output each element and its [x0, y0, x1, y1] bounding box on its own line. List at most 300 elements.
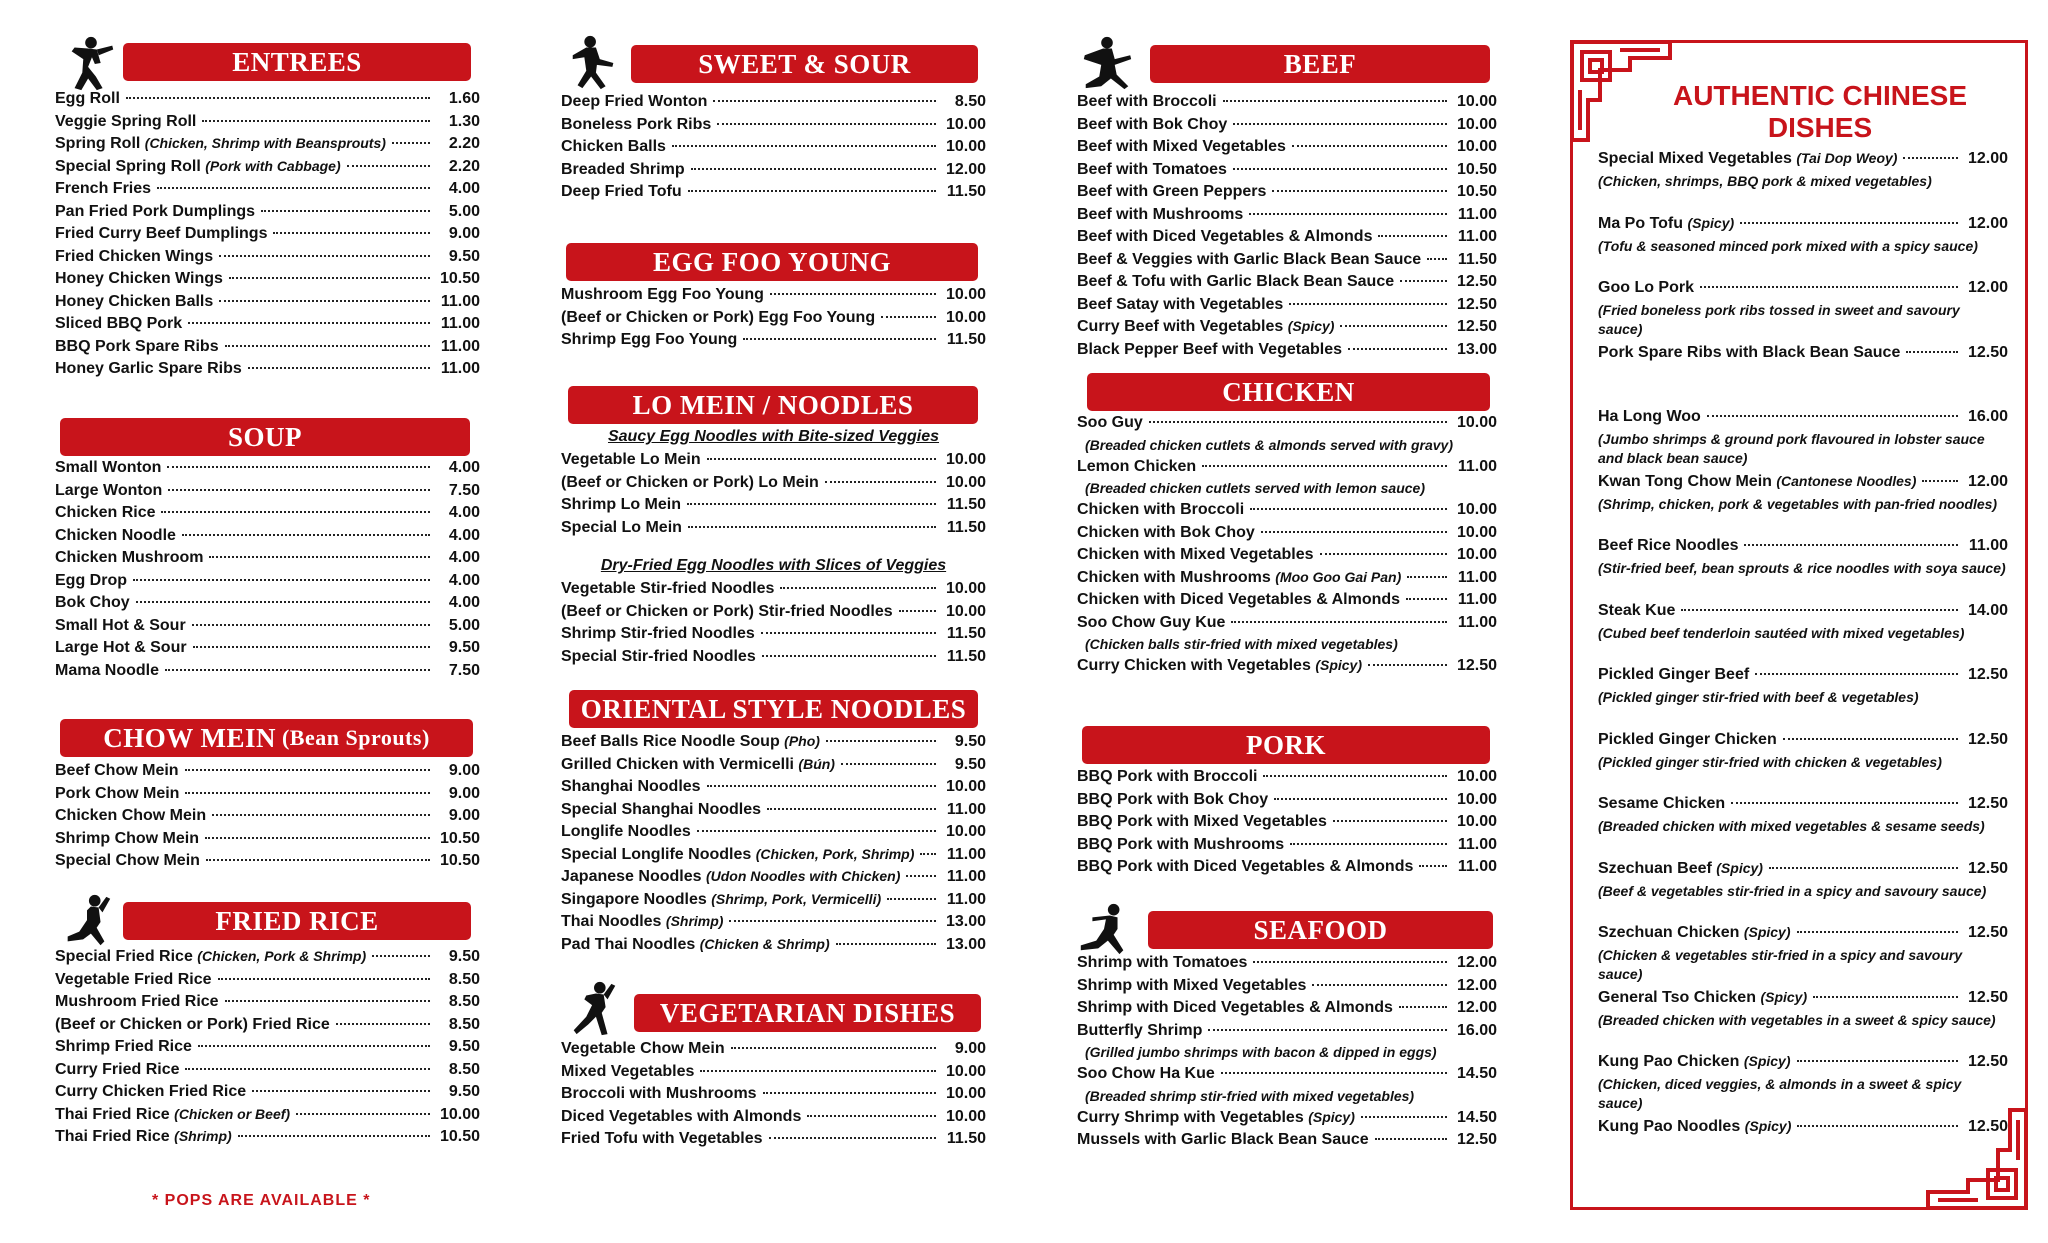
menu-item [1598, 924, 2008, 946]
menu-item [561, 733, 986, 756]
dot-leader [248, 367, 430, 369]
dot-leader [1263, 775, 1447, 777]
item-description: (Chicken & vegetables stir-fried in a spicy and savoury sauce) [1598, 947, 1963, 982]
authentic-item [1598, 150, 2008, 215]
item-price: 9.00 [448, 225, 480, 242]
menu-item [55, 315, 480, 338]
egg-foo-young-banner [566, 243, 978, 281]
authentic-list [1598, 150, 2008, 1182]
item-price: 11.50 [1457, 250, 1497, 268]
dot-leader [206, 859, 430, 861]
beef-title: BEEF [1283, 48, 1357, 79]
item-price: 4.00 [448, 459, 480, 476]
item-name: Special Chow Mein [55, 852, 200, 869]
item-price: 10.50 [439, 270, 480, 287]
item-price: 10.00 [945, 823, 986, 840]
dot-leader [347, 165, 430, 167]
menu-item [1077, 977, 1497, 1000]
chicken-list [1077, 414, 1497, 680]
item-note: (Spicy) [1744, 1117, 1792, 1134]
item-name: Chicken Noodle [55, 526, 176, 544]
chow-mein-title: CHOW MEIN [103, 722, 276, 753]
menu-item [561, 93, 986, 116]
item-price: 8.50 [954, 93, 986, 110]
menu-item [1077, 501, 1497, 524]
menu-item [55, 1038, 480, 1061]
item-note: (Spicy) [1743, 1053, 1791, 1069]
menu-item [1077, 569, 1497, 592]
dot-leader [212, 814, 430, 816]
menu-item [1077, 228, 1497, 251]
menu-item [1598, 150, 2008, 172]
dot-leader [136, 601, 430, 603]
dot-leader [807, 1115, 936, 1117]
item-name: Veggie Spring Roll [55, 112, 197, 130]
item-name: Chicken Balls [561, 138, 666, 155]
dot-leader [1400, 280, 1447, 282]
egg-foo-young-list [561, 286, 986, 354]
menu-item [561, 309, 986, 332]
dot-leader [717, 123, 936, 125]
menu-item [1598, 537, 2008, 559]
item-price: 11.00 [1457, 858, 1497, 875]
item-name: Special Mixed Vegetables (Tai Dop Weoy) [1598, 150, 1898, 167]
item-name: Pork Spare Ribs with Black Bean Sauce [1598, 343, 1901, 361]
item-price: 7.50 [448, 661, 480, 679]
item-price: 13.00 [1456, 340, 1497, 358]
item-price: 12.50 [1456, 295, 1497, 313]
menu-item [561, 1040, 986, 1063]
dot-leader [707, 785, 936, 787]
item-name: Honey Chicken Balls [55, 292, 214, 310]
item-name: Chicken with Diced Vegetables & Almonds [1077, 591, 1401, 608]
item-name: Beef & Tofu with Garlic Black Bean Sauce [1077, 273, 1395, 290]
item-price: 11.50 [946, 331, 986, 348]
menu-item [1598, 731, 2008, 753]
item-name: General Tso Chicken (Spicy) [1598, 988, 1808, 1006]
menu-item [561, 451, 986, 474]
item-note: (Chicken, Pork, Shrimp) [755, 845, 915, 862]
item-price: 11.00 [1457, 457, 1497, 475]
item-note: (Bún) [798, 755, 835, 772]
menu-item [55, 948, 480, 971]
item-name: BBQ Pork with Bok Choy [1077, 790, 1269, 808]
item-price: 9.00 [448, 762, 480, 779]
item-name: Soo Guy [1077, 414, 1143, 431]
menu-item [561, 801, 986, 824]
menu-item [1598, 473, 2008, 495]
item-price: 11.50 [946, 1130, 986, 1147]
dot-leader [1375, 1138, 1447, 1140]
item-description: (Breaded chicken cutlets & almonds served with gravy) [1085, 436, 1454, 453]
item-price: 11.00 [1457, 228, 1497, 245]
dot-leader [1700, 286, 1958, 288]
item-name: Japanese Noodles (Udon Noodles with Chicken) [561, 868, 901, 885]
menu-item [561, 496, 986, 519]
item-note: (Spicy) [1308, 1108, 1355, 1125]
egg-foo-young-title: EGG FOO YOUNG [652, 246, 891, 277]
dot-leader [1249, 213, 1447, 215]
item-note: (Chicken, Shrimp with Beansprouts) [144, 135, 386, 151]
authentic-item [1598, 1118, 2008, 1183]
dot-leader [770, 293, 936, 295]
menu-item [55, 1083, 480, 1106]
item-name: Vegetable Lo Mein [561, 451, 701, 468]
item-name: Black Pepper Beef with Vegetables [1077, 340, 1342, 358]
dot-leader [1427, 258, 1447, 260]
item-price: 13.00 [945, 935, 986, 953]
menu-item [55, 1061, 480, 1084]
item-price: 9.00 [954, 1040, 986, 1057]
dot-leader [780, 587, 936, 589]
item-price: 12.50 [1967, 1117, 2008, 1135]
item-name: Honey Garlic Spare Ribs [55, 360, 242, 377]
item-price: 10.00 [945, 602, 986, 620]
item-name: Kung Pao Chicken (Spicy) [1598, 1053, 1791, 1070]
dot-leader [165, 669, 430, 671]
item-name: Small Hot & Sour [55, 616, 186, 634]
item-name: Sesame Chicken [1598, 795, 1726, 812]
menu-item [1077, 341, 1497, 364]
dot-leader [1755, 673, 1958, 675]
item-price: 5.00 [448, 202, 480, 220]
item-name: Steak Kue [1598, 601, 1676, 619]
menu-item [55, 807, 480, 830]
item-name: Chicken Chow Mein [55, 807, 207, 824]
dot-leader [729, 920, 936, 922]
menu-item [561, 519, 986, 542]
menu-item [1077, 1065, 1497, 1088]
item-name: Bok Choy [55, 594, 130, 611]
item-price: 16.00 [1456, 1021, 1497, 1039]
item-price: 14.00 [1967, 601, 2008, 619]
dot-leader [906, 875, 936, 877]
seafood-banner [1148, 911, 1493, 949]
item-description: (Fried boneless pork ribs tossed in sweet and savoury sauce) [1598, 302, 1960, 337]
menu-item [1598, 602, 2008, 624]
menu-item [1077, 999, 1497, 1022]
dot-leader [1312, 984, 1447, 986]
menu-item [561, 1108, 986, 1131]
dot-leader [1202, 465, 1447, 467]
dot-leader [168, 489, 430, 491]
item-name: Fried Tofu with Vegetables [561, 1130, 763, 1147]
item-name: Kwan Tong Chow Mein (Cantonese Noodles) [1598, 472, 1917, 490]
dot-leader [769, 1137, 936, 1139]
item-price: 10.00 [945, 1107, 986, 1125]
dot-leader [1406, 598, 1447, 600]
authentic-item [1598, 215, 2008, 280]
soup-list [55, 459, 480, 684]
menu-item [561, 603, 986, 626]
item-price: 11.00 [1457, 568, 1497, 586]
menu-item [1598, 344, 2008, 366]
fried-rice-banner [123, 902, 471, 940]
item-name: Special Lo Mein [561, 518, 682, 536]
dot-leader [1149, 421, 1447, 423]
dot-leader [1744, 544, 1958, 546]
menu-item [561, 1063, 986, 1086]
menu-item [1598, 408, 2008, 430]
menu-item [55, 549, 480, 572]
dot-leader [1368, 664, 1447, 666]
menu-item [561, 1085, 986, 1108]
dot-leader [336, 1023, 430, 1025]
dot-leader [1906, 351, 1958, 353]
menu-item [55, 785, 480, 808]
dot-leader [126, 97, 430, 99]
item-name: BBQ Pork with Diced Vegetables & Almonds [1077, 858, 1414, 875]
fried-rice-title: FRIED RICE [215, 905, 379, 936]
item-note: (Moo Goo Gai Pan) [1275, 568, 1402, 585]
item-name: Diced Vegetables with Almonds [561, 1107, 802, 1125]
item-price: 9.50 [448, 1083, 480, 1100]
item-description: (Shrimp, chicken, pork & vegetables with pan-fried noodles) [1598, 495, 1998, 512]
menu-item [1077, 116, 1497, 139]
item-price: 9.00 [448, 784, 480, 802]
dot-leader [1208, 1029, 1447, 1031]
item-name: Sliced BBQ Pork [55, 315, 183, 332]
item-name: Goo Lo Pork [1598, 279, 1694, 296]
menu-item [1077, 657, 1497, 680]
item-price: 12.50 [1967, 666, 2008, 683]
lo-mein-banner [568, 386, 978, 424]
item-price: 10.50 [1456, 160, 1497, 178]
item-price: 4.00 [448, 180, 480, 197]
menu-item [1598, 1118, 2008, 1140]
item-price: 11.00 [946, 890, 986, 908]
item-price: 13.00 [945, 913, 986, 930]
item-name: Breaded Shrimp [561, 160, 685, 178]
dot-leader [198, 1045, 430, 1047]
authentic-title: AUTHENTIC CHINESE DISHES [1672, 80, 1967, 143]
dot-leader [1813, 996, 1958, 998]
dot-leader [688, 526, 936, 528]
item-name: Thai Noodles (Shrimp) [561, 913, 724, 930]
authentic-item [1598, 989, 2008, 1054]
item-price: 11.00 [440, 360, 480, 377]
item-name: Mushroom Fried Rice [55, 993, 219, 1010]
item-note: (Spicy) [1760, 988, 1808, 1005]
item-price: 11.00 [1457, 835, 1497, 853]
dot-leader [743, 338, 936, 340]
item-price: 12.50 [1967, 924, 2008, 941]
item-price: 12.50 [1967, 343, 2008, 361]
authentic-item [1598, 602, 2008, 667]
lo-mein-subheading: Saucy Egg Noodles with Bite-sized Veggies [607, 428, 940, 445]
item-price: 4.00 [448, 526, 480, 544]
dot-leader [185, 1068, 430, 1070]
item-name: Large Wonton [55, 481, 163, 499]
item-price: 10.50 [439, 829, 480, 847]
item-name: Shrimp Fried Rice [55, 1038, 192, 1055]
dot-leader [252, 1090, 430, 1092]
dot-leader [761, 632, 936, 634]
menu-item [1598, 1053, 2008, 1075]
dot-leader [767, 808, 936, 810]
oriental-banner [569, 690, 978, 728]
item-note: (Spicy) [1287, 318, 1335, 334]
item-name: BBQ Pork with Mixed Vegetables [1077, 813, 1327, 830]
item-name: Special Spring Roll (Pork with Cabbage) [55, 157, 341, 175]
lo-mein-list [561, 428, 986, 670]
item-name: Vegetable Chow Mein [561, 1040, 725, 1057]
item-price: 5.00 [448, 616, 480, 634]
item-price: 2.20 [448, 157, 480, 175]
authentic-item [1598, 795, 2008, 860]
item-price: 12.00 [1967, 279, 2008, 296]
item-price: 11.50 [946, 518, 986, 536]
dot-leader [219, 255, 430, 257]
authentic-item [1598, 279, 2008, 344]
item-name: Chicken Rice [55, 504, 156, 521]
dot-leader [185, 769, 430, 771]
item-name: Singapore Noodles (Shrimp, Pork, Vermicelli) [561, 890, 882, 908]
dot-leader [920, 853, 936, 855]
dot-leader [1320, 553, 1447, 555]
authentic-item [1598, 860, 2008, 925]
dot-leader [1407, 576, 1447, 578]
dot-leader [825, 481, 936, 483]
dot-leader [161, 511, 430, 513]
item-name: Butterfly Shrimp [1077, 1021, 1203, 1039]
item-description: (Jumbo shrimps & ground pork flavoured in lobster sauce and black bean sauce) [1598, 431, 1985, 466]
dot-leader [188, 322, 430, 324]
item-name: Beef with Diced Vegetables & Almonds [1077, 228, 1373, 245]
item-name: Shrimp Stir-fried Noodles [561, 625, 755, 642]
item-price: 10.00 [1456, 768, 1497, 785]
item-name: Beef with Mixed Vegetables [1077, 138, 1286, 155]
item-name: Spring Roll (Chicken, Shrimp with Beansprouts) [55, 135, 386, 152]
dot-leader [899, 610, 936, 612]
item-description: (Cubed beef tenderloin sautéed with mixed vegetables) [1598, 624, 1965, 641]
beef-banner [1150, 45, 1490, 83]
menu-item [1077, 791, 1497, 814]
item-price: 10.00 [945, 308, 986, 326]
item-name: Vegetable Stir-fried Noodles [561, 580, 775, 597]
item-name: Beef Rice Noodles [1598, 537, 1739, 554]
dot-leader [1903, 157, 1958, 159]
item-price: 10.00 [1456, 790, 1497, 808]
menu-item [1077, 813, 1497, 836]
menu-item [55, 527, 480, 550]
dot-leader [836, 943, 936, 945]
item-name: Beef Chow Mein [55, 762, 179, 779]
item-name: Beef with Broccoli [1077, 93, 1217, 110]
menu-item [55, 360, 480, 383]
entrees-title: ENTREES [232, 46, 362, 77]
item-price: 16.00 [1967, 408, 2008, 425]
item-price: 12.00 [1967, 214, 2008, 232]
seafood-list [1077, 954, 1497, 1154]
item-price: 11.00 [1457, 591, 1497, 608]
item-price: 1.30 [448, 112, 480, 130]
item-note: (Shrimp) [665, 913, 724, 929]
item-price: 10.00 [945, 138, 986, 155]
dot-leader [687, 503, 936, 505]
item-name: Longlife Noodles [561, 823, 691, 840]
dot-leader [192, 624, 430, 626]
item-price: 9.50 [448, 247, 480, 265]
item-name: BBQ Pork Spare Ribs [55, 337, 219, 355]
dot-leader [238, 1135, 430, 1137]
menu-item [1077, 614, 1497, 637]
item-name: Kung Pao Noodles (Spicy) [1598, 1117, 1792, 1135]
menu-item [561, 846, 986, 869]
item-name: Curry Chicken Fried Rice [55, 1083, 247, 1100]
item-name: Szechuan Chicken (Spicy) [1598, 924, 1791, 941]
item-name: (Beef or Chicken or Pork) Fried Rice [55, 1015, 330, 1033]
item-note: (Pho) [784, 733, 820, 749]
item-description: (Chicken balls stir-fried with mixed vegetables) [1085, 636, 1398, 652]
item-name: Shrimp Lo Mein [561, 496, 681, 513]
vegetarian-banner [634, 994, 981, 1032]
item-price: 12.50 [1967, 1053, 2008, 1070]
item-price: 11.00 [1457, 613, 1497, 631]
item-name: Grilled Chicken with Vermicelli (Bún) [561, 755, 835, 773]
pork-banner [1082, 726, 1490, 764]
pops-note: * POPS ARE AVAILABLE * [152, 1192, 371, 1209]
item-price: 11.00 [1457, 205, 1497, 223]
kung-fu-figure-icon [565, 980, 623, 1038]
menu-item [55, 482, 480, 505]
dot-leader [1253, 961, 1447, 963]
item-name: Pad Thai Noodles (Chicken & Shrimp) [561, 935, 830, 953]
menu-item [55, 135, 480, 158]
kung-fu-figure-icon [565, 34, 623, 92]
item-price: 9.50 [448, 948, 480, 965]
item-note: (Cantonese Noodles) [1776, 472, 1917, 489]
pork-title: PORK [1246, 729, 1326, 760]
item-note: (Shrimp) [174, 1128, 232, 1144]
dot-leader [1274, 798, 1447, 800]
stir-fried-subheading: Dry-Fried Egg Noodles with Slices of Veggies [600, 557, 947, 574]
menu-item [55, 594, 480, 617]
dot-leader [1250, 508, 1447, 510]
menu-item [55, 90, 480, 113]
item-price: 10.00 [945, 580, 986, 597]
item-price: 14.50 [1456, 1108, 1497, 1126]
item-name: Curry Beef with Vegetables (Spicy) [1077, 318, 1335, 335]
chicken-title: CHICKEN [1222, 376, 1355, 407]
dot-leader [225, 1000, 430, 1002]
authentic-item [1598, 537, 2008, 602]
dot-leader [225, 345, 430, 347]
kung-fu-figure-icon [58, 893, 116, 951]
item-description: (Breaded chicken with vegetables in a sweet & spicy sauce) [1598, 1011, 1996, 1028]
dot-leader [1783, 738, 1958, 740]
item-name: Beef with Green Peppers [1077, 183, 1267, 200]
dot-leader [1361, 1116, 1447, 1118]
chow-mein-list [55, 762, 480, 875]
item-price: 9.50 [448, 639, 480, 656]
menu-item [561, 138, 986, 161]
item-price: 14.50 [1456, 1065, 1497, 1082]
menu-item [1077, 206, 1497, 229]
pork-list [1077, 768, 1497, 881]
item-name: Curry Chicken with Vegetables (Spicy) [1077, 657, 1362, 674]
menu-item [55, 293, 480, 316]
item-price: 11.50 [946, 647, 986, 665]
item-note: (Udon Noodles with Chicken) [705, 868, 901, 884]
menu-item [55, 572, 480, 595]
dot-leader [1378, 235, 1447, 237]
dot-leader [182, 534, 430, 536]
item-price: 10.00 [945, 1062, 986, 1080]
dot-leader [167, 466, 430, 468]
item-name: BBQ Pork with Mushrooms [1077, 835, 1285, 853]
item-price: 7.50 [448, 481, 480, 499]
